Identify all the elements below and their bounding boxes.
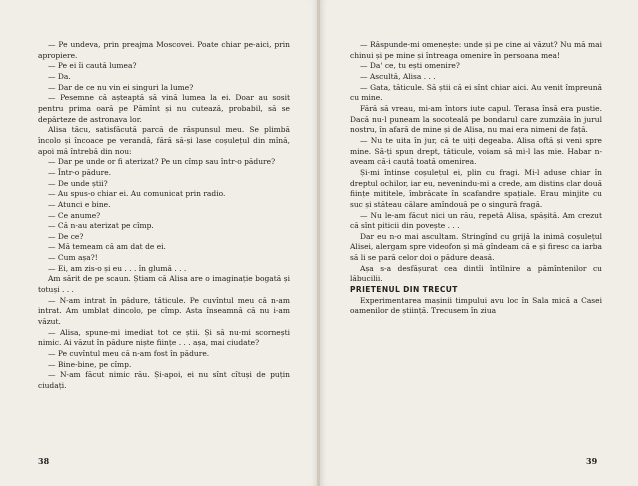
paragraph: — Ei, am zis-o și eu . . . în glumă . . . (48, 263, 187, 273)
paragraph: — N-am intrat în pădure, tăticule. Pe cuvîntul meu că n-am intrat. Am umblat dincolo, pe cîmp. Asta înseamnă că nu i-am văzut. (38, 295, 290, 327)
paragraph: — Pe undeva, prin preajma Moscovei. Poate chiar pe-aici, prin apropiere. (38, 40, 290, 60)
paragraph: — Pe cuvîntul meu că n-am fost în pădure. (48, 349, 210, 359)
right-page-text (350, 40, 602, 317)
paragraph: — Da. (48, 71, 71, 81)
paragraph: — Nu le-am făcut nici un rău, repetă Alisa, spășită. Am crezut că sînt piticii din povește . . . (350, 210, 602, 231)
chapter-title: PRIETENUL DIN TRECUT (350, 285, 458, 295)
paragraph: Am sărit de pe scaun. Știam că Alisa are o imaginație bogată și totuși . . . (38, 274, 290, 295)
paragraph: — Da' ce, tu ești omenire? (360, 61, 460, 71)
right-page (320, 0, 638, 486)
page-number: 39 (586, 456, 598, 466)
page-number: 38 (38, 456, 50, 466)
left-page (0, 0, 318, 486)
paragraph: — N-am făcut nimic rău. Și-apoi, ei nu sînt cîtuși de puțin ciudați. (38, 370, 290, 390)
paragraph: Așa s-a desfășurat cea dintîi întîlnire a pămîntenilor cu lăbucilii. (350, 263, 602, 284)
paragraph: — Alisa, spune-mi imediat tot ce știi. Și să nu-mi scornești nimic. Ai văzut în pădure niște ființe . . . așa, mai ciudate? (38, 327, 290, 348)
paragraph: — Mă temeam că am dat de ei. (48, 242, 166, 252)
paragraph: — Gata, tăticule. Să știi că ei sînt chiar aici. Au venit împreună cu mine. (350, 82, 602, 103)
paragraph: — De ce? (48, 231, 84, 241)
paragraph: — Într-o pădure. (48, 167, 112, 177)
paragraph: — Bine-bine, pe cîmp. (48, 359, 132, 369)
paragraph: Experimentarea mașinii timpului avu loc în Sala mică a Casei oamenilor de știință. Trecusem în ziua (350, 295, 602, 316)
paragraph: — Răspunde-mi omenește: unde și pe cine ai văzut? Nu mă mai chinui și pe mine și întreaga omenire în persoana mea! (350, 40, 602, 60)
paragraph: — Dar de ce nu vin ei singuri la lume? (48, 82, 194, 92)
paragraph: — Ascultă, Alisa . . . (360, 71, 436, 81)
paragraph: — De unde știi? (48, 178, 108, 188)
paragraph: — Că n-au aterizat pe cîmp. (48, 221, 154, 231)
paragraph: — Au spus-o chiar ei. Au comunicat prin radio. (48, 189, 226, 199)
paragraph: Alisa tăcu, satisfăcută parcă de răspunsul meu. Se plimbă încolo și încoace pe verandă, fără să-și lase coșulețul din mînă, apoi mă întrebă din nou: (38, 125, 290, 156)
paragraph: — Dar pe unde or fi aterizat? Pe un cîmp sau într-o pădure? (48, 157, 276, 167)
paragraph: Fără să vreau, mi-am întors iute capul. Terasa însă era pustie. Dacă nu-l puneam la socoteală pe bondarul care zumzăia în jurul nostru, în afară de mine și de Alisa, nu mai era nimeni de față. (350, 103, 602, 135)
paragraph: — Pe ei îi caută lumea? (48, 61, 137, 71)
paragraph: — Ce anume? (48, 210, 101, 220)
left-page-text (38, 40, 290, 392)
paragraph: — Nu te uita în jur, că te uiți degeaba. Alisa oftă și veni spre mine. Să-ți spun drept, tăticule, voiam să mi-l las mie. Habar n-aveam că-i caută toată omenirea. (350, 135, 602, 167)
paragraph: — Pesemne că așteaptă să vină lumea la ei. Doar au sosit pentru prima oară pe Pămînt și nu cutează, probabil, să se depărteze de astronava lor. (38, 93, 290, 124)
paragraph: — Atunci e bine. (48, 199, 111, 209)
paragraph: Și-mi întinse coșulețul ei, plin cu fragi. Mi-l aduse chiar în dreptul ochilor, iar eu, nevenindu-mi a crede, am distins clar două ființe mititele, îmbrăcate în scafandre spațiale. Erau minjite cu suc și stăteau călare amîndouă pe o singură fragă. (350, 167, 602, 209)
paragraph: Dar eu n-o mai ascultam. Stringînd cu grijă la inimă coșulețul Alisei, alergam spre videofon și mă gîndeam că e și firesc ca iarba să li se pară celor doi o pădure deasă. (350, 231, 602, 263)
paragraph: — Cum așa?! (48, 253, 98, 263)
